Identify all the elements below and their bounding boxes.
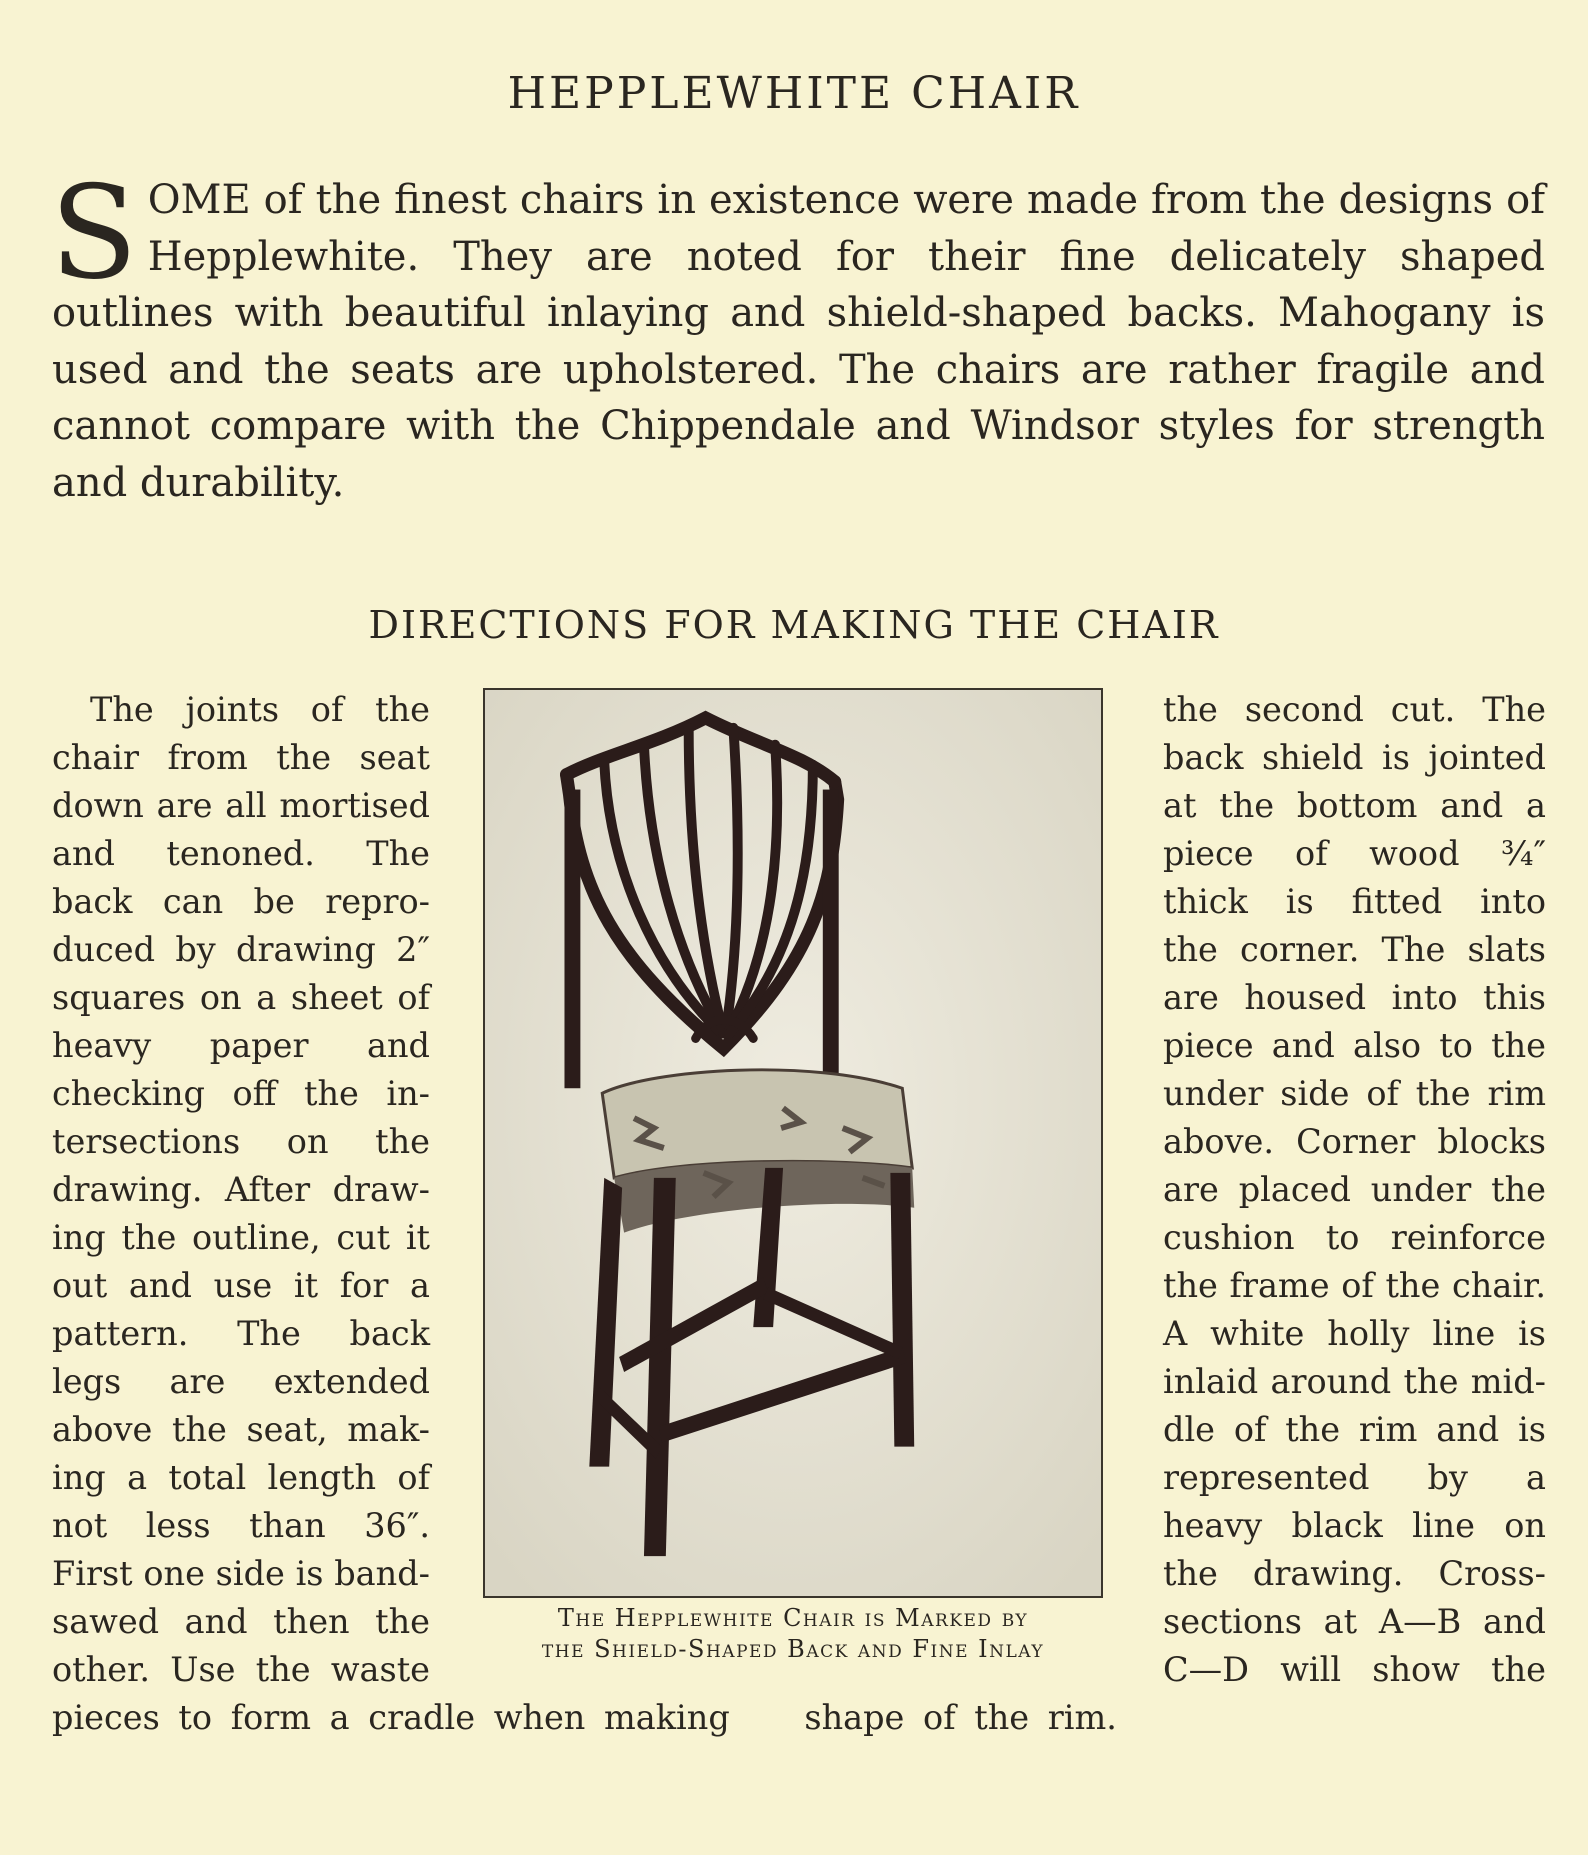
text-line: C—D will show the	[1163, 1650, 1546, 1689]
text-line: dle of the rim and is	[1163, 1410, 1546, 1449]
text-line: above the seat, mak-	[52, 1410, 430, 1449]
text-line: chair from the seat	[52, 738, 430, 777]
text-line: other. Use the waste	[52, 1650, 430, 1689]
text-line: are placed under the	[1163, 1170, 1546, 1209]
text-line: back shield is jointed	[1163, 738, 1546, 777]
right-text-column	[1163, 686, 1546, 1694]
section-heading: DIRECTIONS FOR MAKING THE CHAIR	[368, 603, 1220, 647]
page-title: HEPPLEWHITE CHAIR	[507, 68, 1081, 119]
text-line: at the bottom and a	[1163, 786, 1546, 825]
text-line: inlaid around the mid-	[1163, 1362, 1546, 1401]
chair-illustration	[485, 690, 1101, 1596]
text-line: thick is fitted into	[1163, 882, 1546, 921]
text-line: ing a total length of	[52, 1458, 430, 1497]
text-line: piece of wood ¾″	[1163, 834, 1546, 873]
text-line: First one side is band-	[52, 1554, 430, 1593]
text-line: heavy paper and	[52, 1026, 430, 1065]
text-line: are housed into this	[1163, 978, 1546, 1017]
text-line: under side of the rim	[1163, 1074, 1546, 1113]
caption-line-2: the Shield-Shaped Back and Fine Inlay	[541, 1635, 1045, 1663]
text-line: heavy black line on	[1163, 1506, 1546, 1545]
text-line: sections at A—B and	[1163, 1602, 1546, 1641]
caption-line-1: The Hepplewhite Chair is Marked by	[557, 1604, 1029, 1632]
text-line: cushion to reinforce	[1163, 1218, 1546, 1257]
text-line: out and use it for a	[52, 1266, 430, 1305]
text-line: legs are extended	[52, 1362, 430, 1401]
intro-paragraph	[50, 159, 1545, 511]
text-line: squares on a sheet of	[52, 978, 430, 1017]
text-line: not less than 36″.	[52, 1506, 430, 1545]
text-line: sawed and then the	[52, 1602, 430, 1641]
text-line: the corner. The slats	[1163, 930, 1546, 969]
text-line: duced by drawing 2″	[52, 930, 430, 969]
text-line: the second cut. The	[1163, 690, 1546, 729]
text-line: ing the outline, cut it	[52, 1218, 430, 1257]
text-line: represented by a	[1163, 1458, 1546, 1497]
bottom-text-line	[52, 1694, 1117, 1742]
photo-caption	[470, 1603, 1116, 1665]
text-line: the drawing. Cross-	[1163, 1554, 1546, 1593]
text-line: tersections on the	[52, 1122, 430, 1161]
bottom-line-left: pieces to form a cradle when making	[52, 1698, 730, 1737]
text-line: drawing. After draw-	[52, 1170, 430, 1209]
text-line: checking off the in-	[52, 1074, 430, 1113]
text-line: piece and also to the	[1163, 1026, 1546, 1065]
chair-photograph	[483, 688, 1103, 1598]
text-line: A white holly line is	[1163, 1314, 1546, 1353]
drop-cap: S	[50, 159, 138, 308]
left-text-column	[52, 686, 430, 1694]
text-line: pattern. The back	[52, 1314, 430, 1353]
text-line: the frame of the chair.	[1163, 1266, 1546, 1305]
text-line: The joints of the	[90, 690, 430, 729]
intro-text: OME of the finest chairs in existence were made from the designs of Hepplewhite. They are noted for their fine delicately shaped outlines with beautiful inlaying and shield-shaped backs. Mahogany is used and the seats are upholstered. The chairs are rather fragile and cannot compare with the Chippendale and Windsor styles for strength and durability.	[52, 177, 1545, 506]
text-line: down are all mortised	[52, 786, 430, 825]
bottom-line-right: shape of the rim.	[804, 1698, 1117, 1737]
text-line: back can be repro-	[52, 882, 430, 921]
text-line: above. Corner blocks	[1163, 1122, 1546, 1161]
text-line: and tenoned. The	[52, 834, 430, 873]
